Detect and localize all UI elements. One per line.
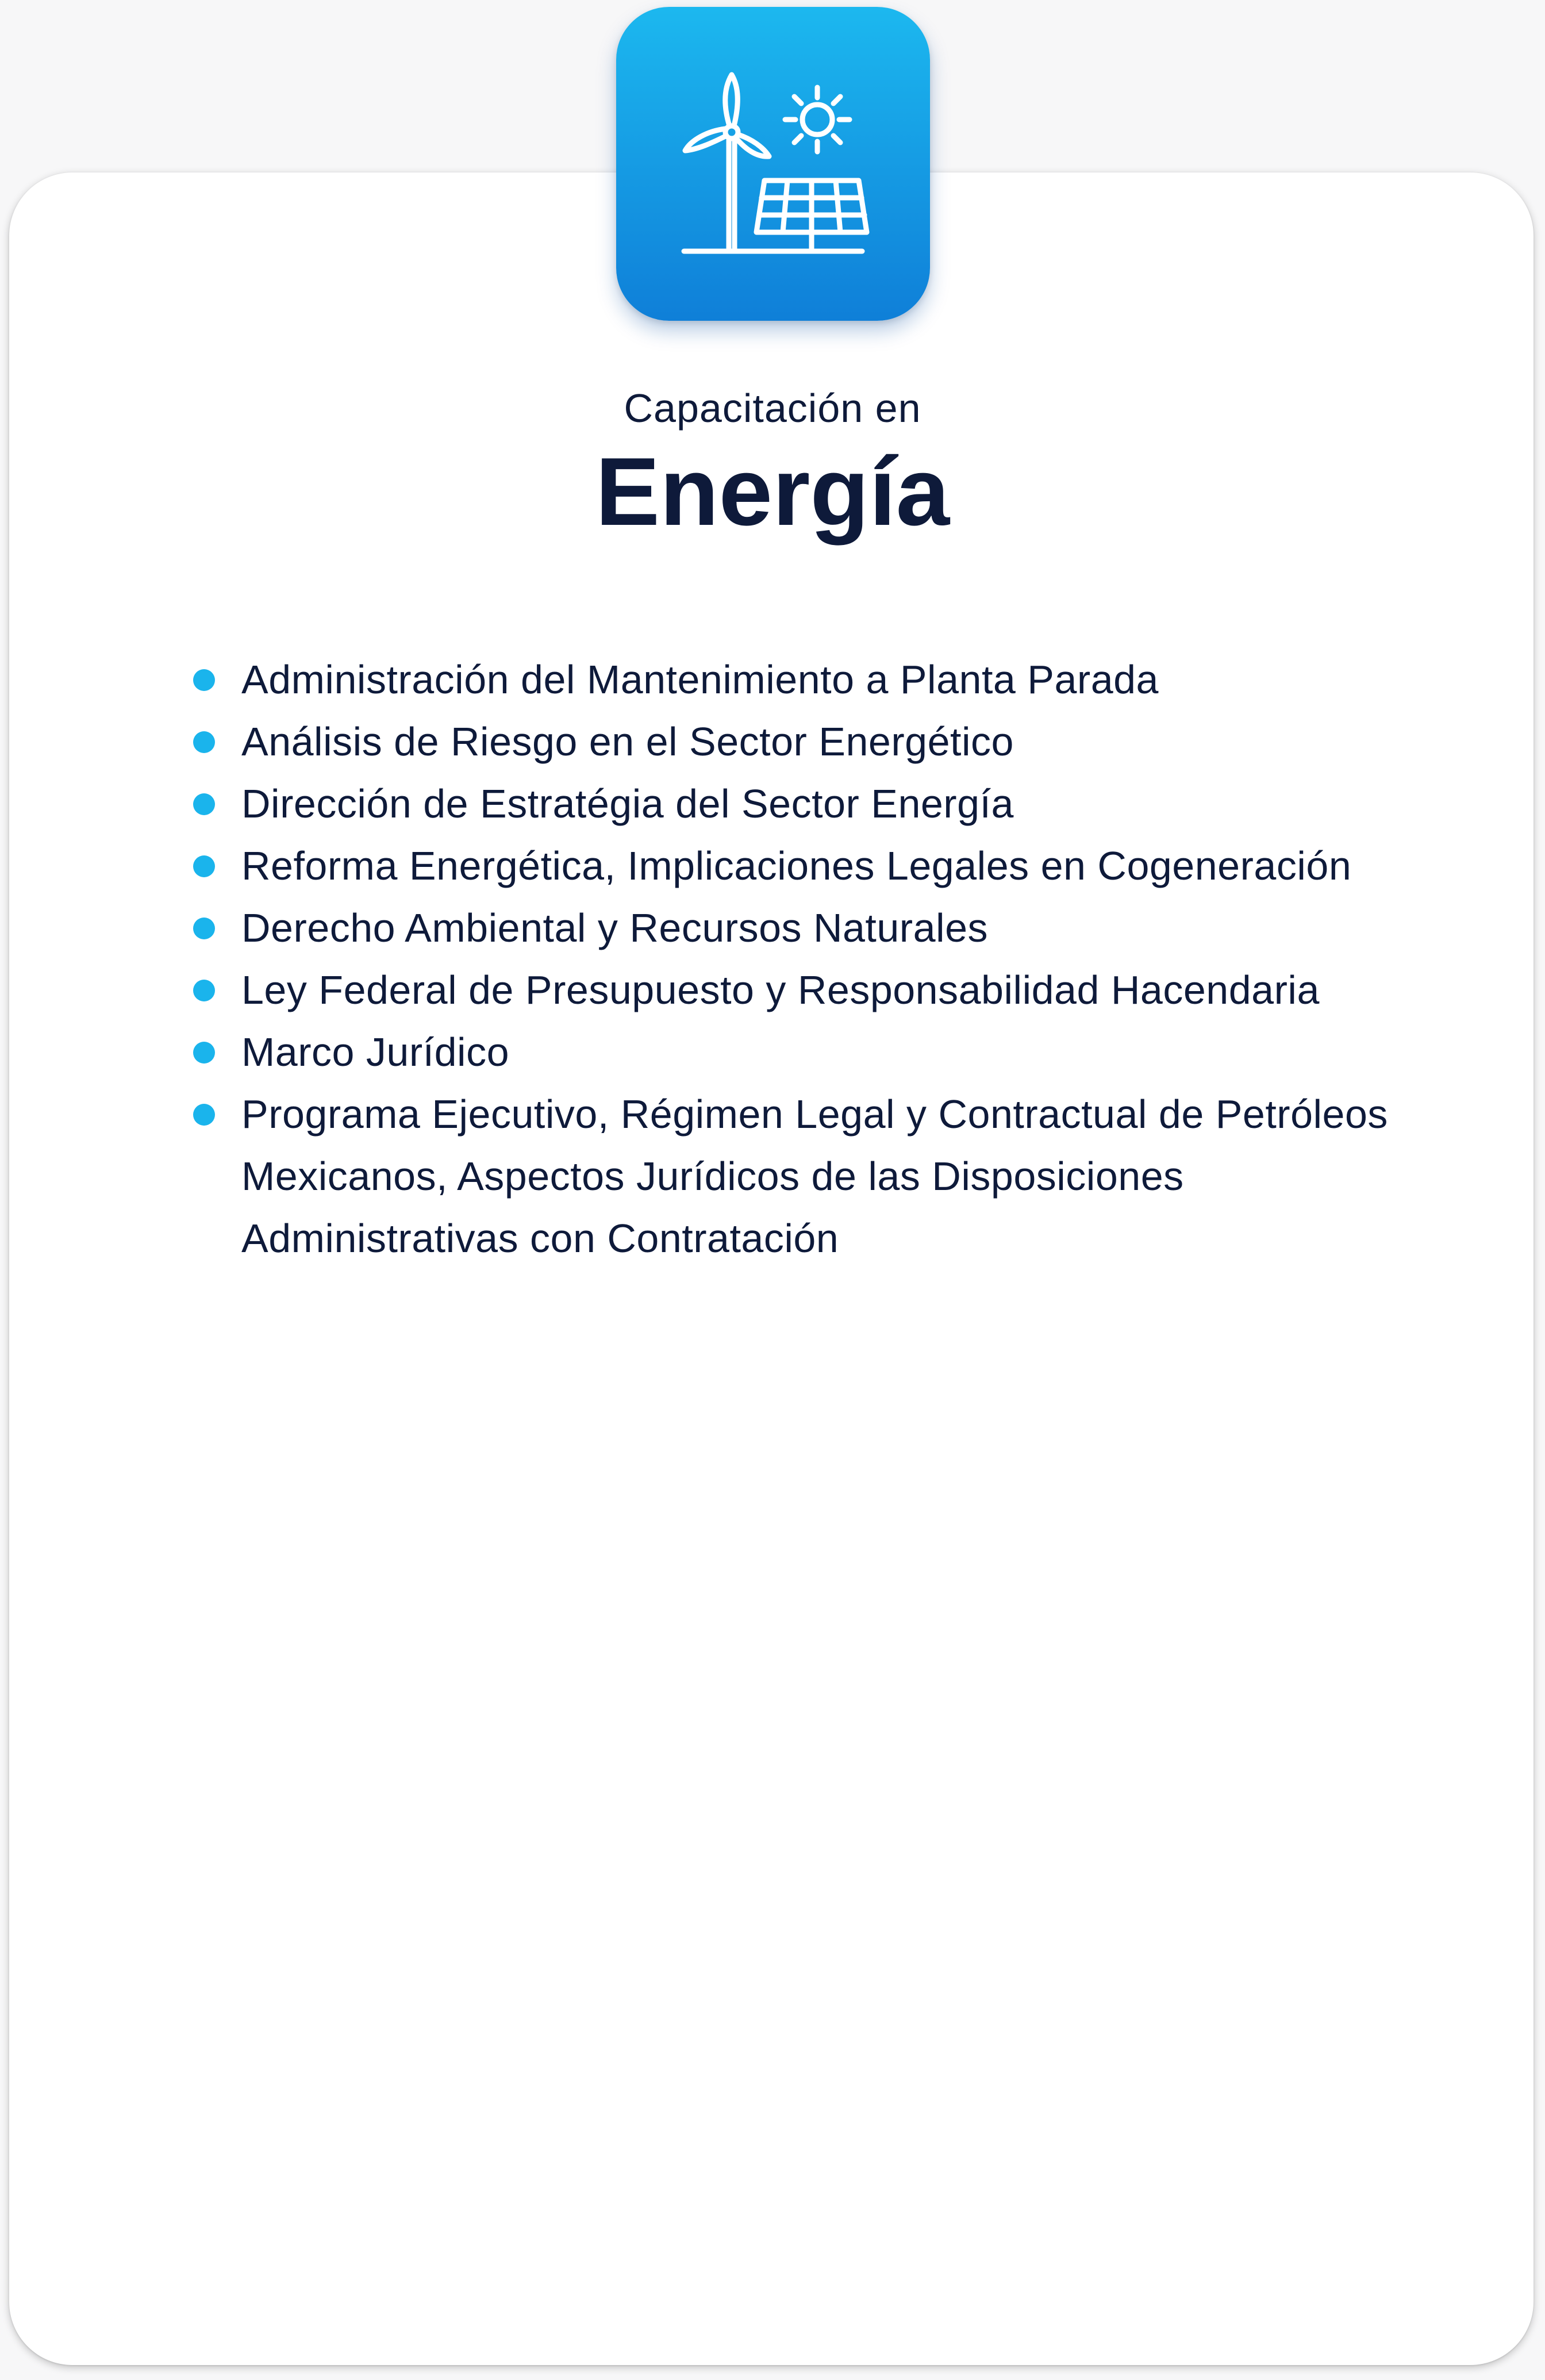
course-label: Marco Jurídico <box>241 1030 510 1074</box>
list-item <box>241 648 1391 711</box>
list-item <box>241 1021 1391 1083</box>
bullet-dot <box>193 855 215 877</box>
bullet-dot <box>193 731 215 753</box>
bullet-dot <box>193 918 215 939</box>
course-label: Programa Ejecutivo, Régimen Legal y Contractual de Petróleos Mexicanos, Aspectos Jurídicos de las Disposiciones Administrativas con Contratación <box>241 1092 1388 1261</box>
course-label: Dirección de Estratégia del Sector Energía <box>241 781 1014 826</box>
list-item <box>241 773 1391 835</box>
bullet-dot <box>193 980 215 1001</box>
page-title: Energía <box>595 437 950 546</box>
course-list <box>241 648 1391 1269</box>
list-item <box>241 897 1391 959</box>
bullet-dot <box>193 793 215 815</box>
bullet-dot <box>193 1042 215 1064</box>
list-item <box>241 711 1391 773</box>
course-label: Ley Federal de Presupuesto y Responsabilidad Hacendaria <box>241 968 1320 1012</box>
bullet-dot <box>193 1104 215 1126</box>
course-label: Reforma Energética, Implicaciones Legales en Cogeneración <box>241 843 1352 888</box>
list-item <box>241 835 1391 897</box>
list-item <box>241 959 1391 1021</box>
energy-icon-tile <box>616 7 930 321</box>
list-item <box>241 1083 1391 1269</box>
course-label: Derecho Ambiental y Recursos Naturales <box>241 905 989 950</box>
wind-turbine-solar-panel-icon <box>616 7 930 321</box>
course-label: Administración del Mantenimiento a Planta Parada <box>241 657 1159 702</box>
bullet-dot <box>193 669 215 691</box>
course-label: Análisis de Riesgo en el Sector Energético <box>241 719 1014 764</box>
page-subtitle: Capacitación en <box>624 386 921 431</box>
